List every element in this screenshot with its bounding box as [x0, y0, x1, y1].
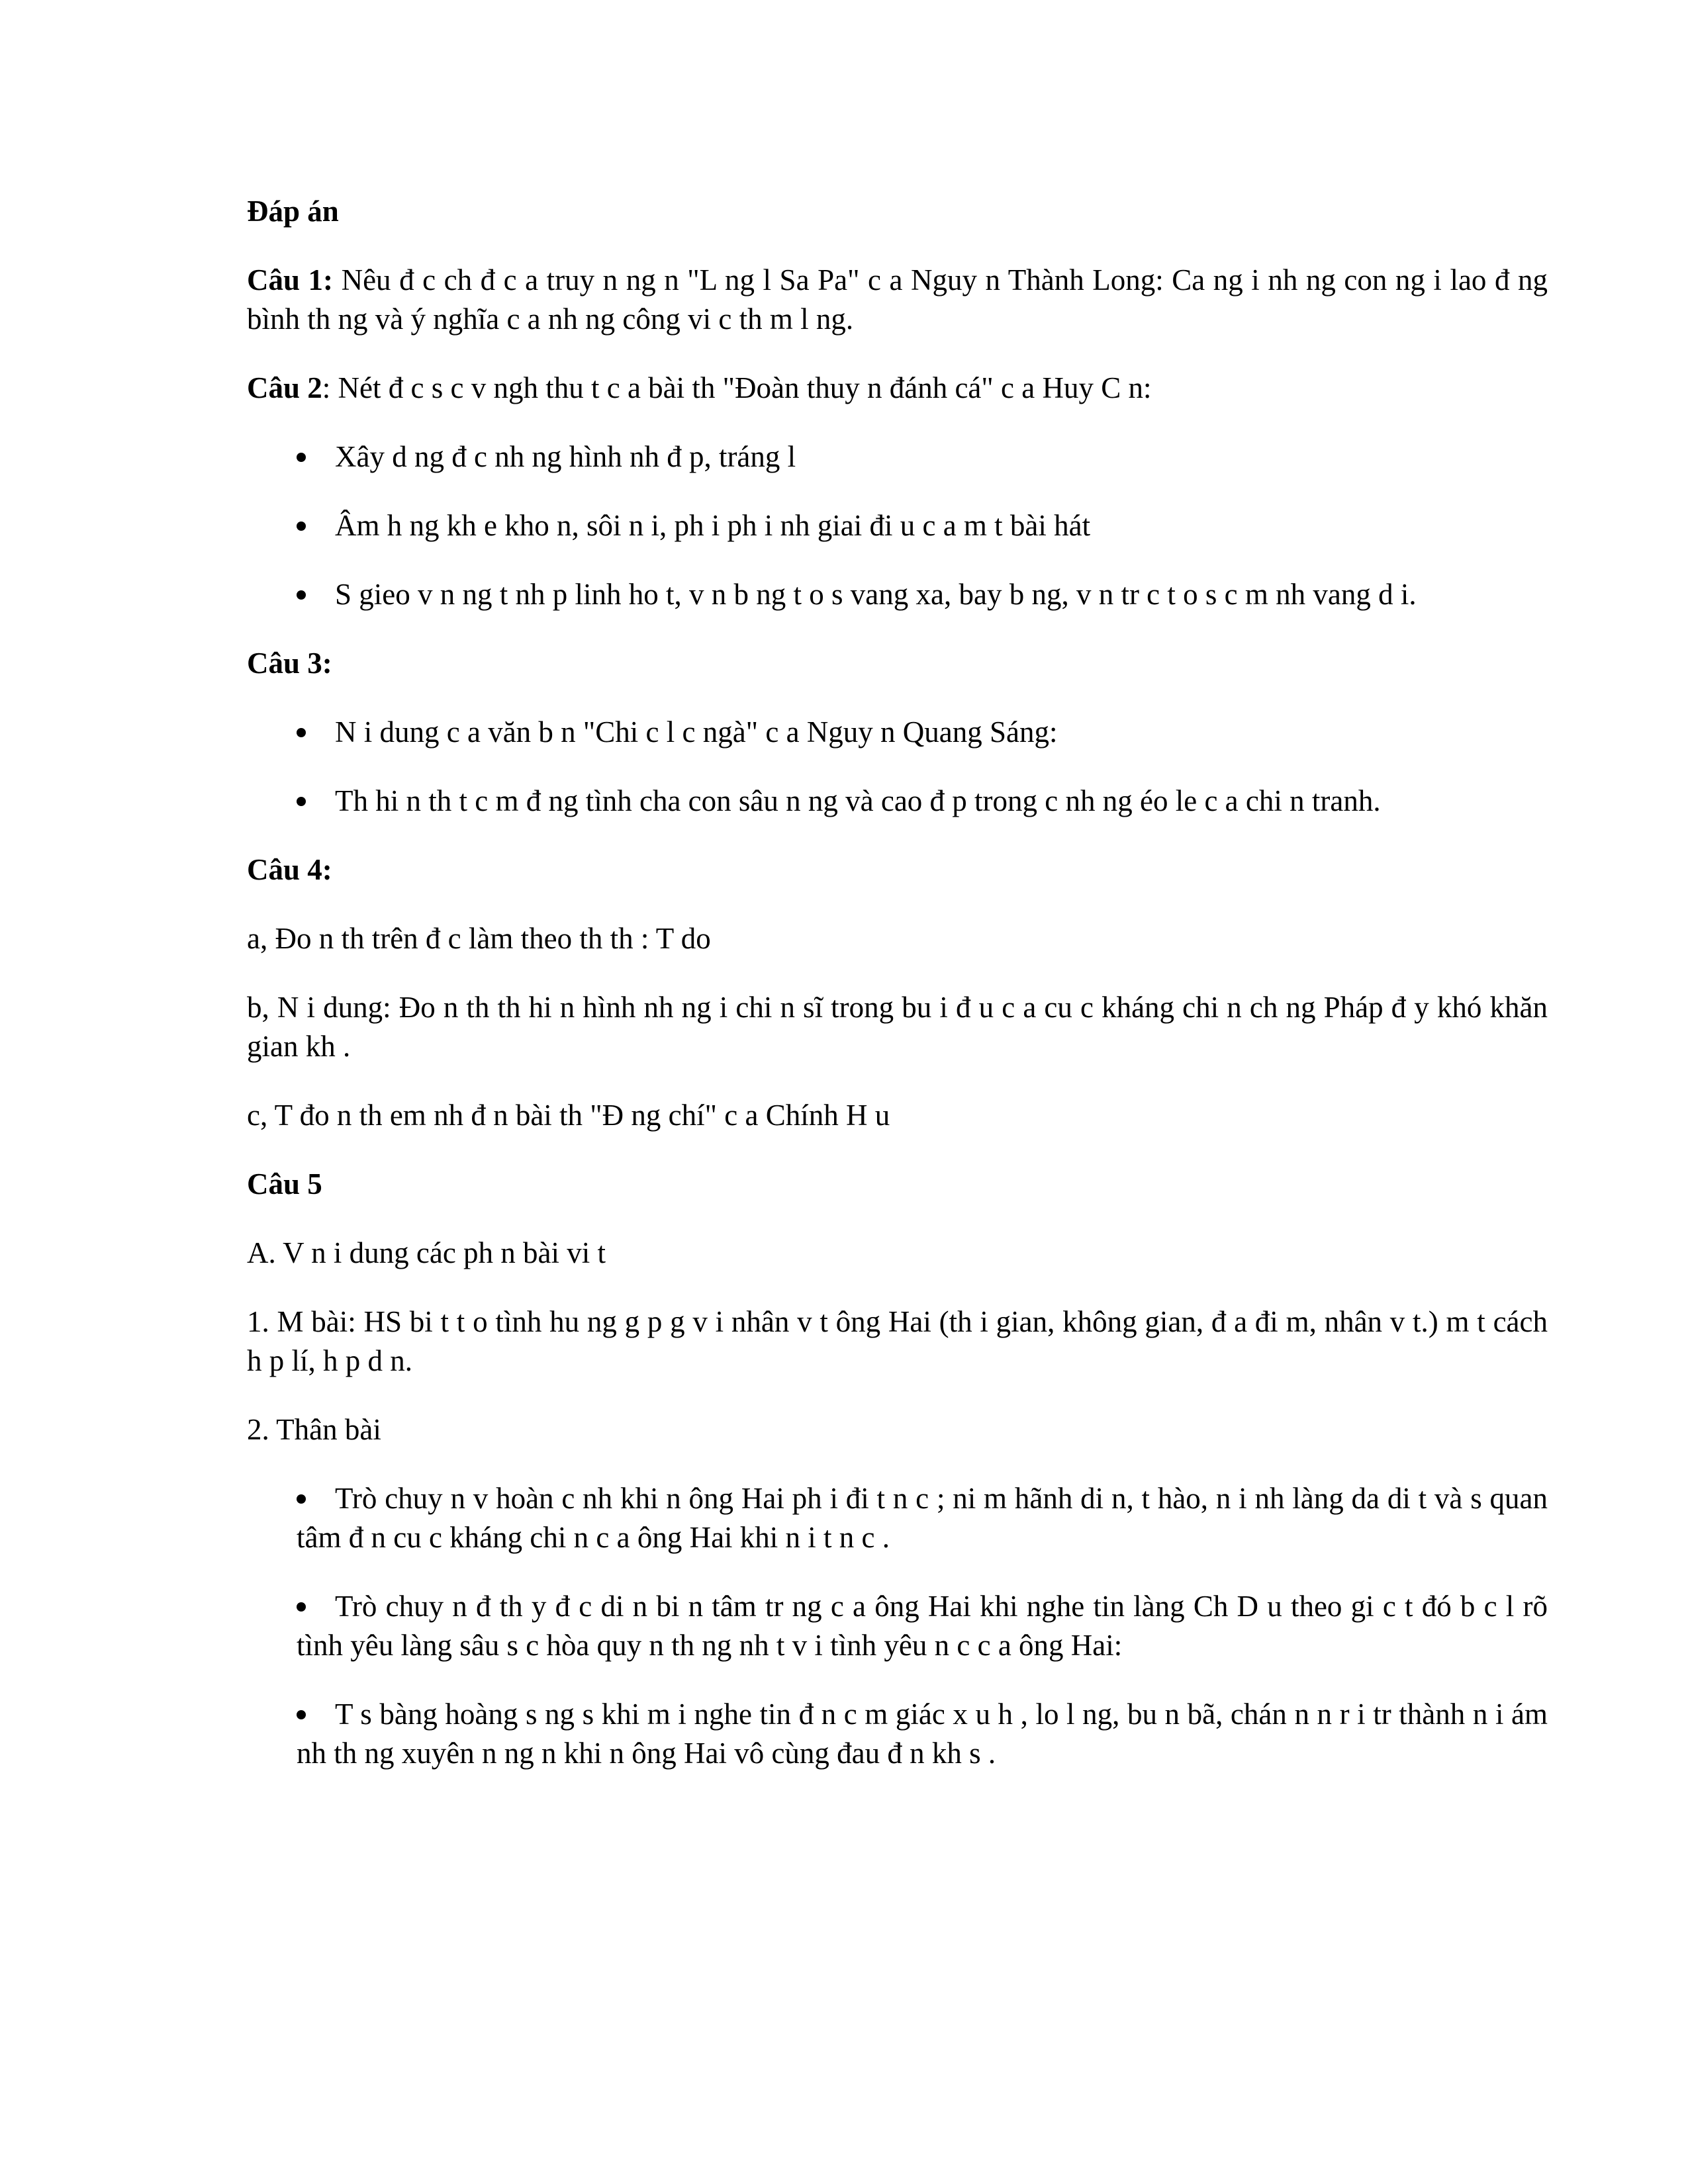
question-4-part-c: c, T đo n th em nh đ n bài th "Đ ng chí" c a Chính H u — [247, 1099, 890, 1132]
question-4-part-a: a, Đo n th trên đ c làm theo th th : T do — [247, 922, 711, 955]
bullet-dot-icon — [297, 1602, 306, 1612]
question-3-bullet: N i dung c a văn b n "Chi c l c ngà" c a Nguy n Quang Sáng: — [247, 713, 1548, 752]
bullet-dot-icon — [297, 797, 306, 806]
question-5-section-a: A. V n i dung các ph n bài vi t — [247, 1236, 606, 1269]
bullet-dot-icon — [297, 522, 306, 531]
bullet-dot-icon — [297, 728, 306, 737]
bullet-dot-icon — [297, 1494, 306, 1504]
document-page — [247, 192, 1548, 1803]
bullet-dot-icon — [297, 590, 306, 600]
bullet-dot-icon — [297, 1710, 306, 1719]
question-4-label: Câu 4: — [247, 853, 332, 886]
question-5-item-2: 2. Thân bài — [247, 1413, 381, 1446]
question-5-bullet: Trò chuy n đ th y đ c di n bi n tâm tr ng c a ông Hai khi nghe tin làng Ch D u theo gi c t đó b c l rõ tình yêu làng sâu s c hòa quy n th ng nh t v i tình yêu n c c a ông Hai: — [297, 1590, 1548, 1662]
question-5-label: Câu 5 — [247, 1167, 322, 1201]
question-2-bullet: S gieo v n ng t nh p linh ho t, v n b ng t o s vang xa, bay b ng, v n tr c t o s c m nh vang d i. — [297, 575, 1548, 614]
question-1-text: Nêu đ c ch đ c a truy n ng n "L ng l Sa Pa" c a Nguy n Thành Long: Ca ng i nh ng con ng i lao đ ng bình th ng và ý nghĩa c a nh ng công vi c th m l ng. — [247, 263, 1548, 336]
question-2-bullet: Xây d ng đ c nh ng hình nh đ p, tráng l — [247, 437, 1548, 477]
question-5-bullet: Trò chuy n v hoàn c nh khi n ông Hai ph i đi t n c ; ni m hãnh di n, t hào, n i nh làng da di t và s quan tâm đ n cu c kháng chi n c a ông Hai khi n i t n c . — [297, 1482, 1548, 1554]
question-2-label: Câu 2 — [247, 371, 322, 404]
bullet-dot-icon — [297, 453, 306, 462]
question-5-item-1: 1. M bài: HS bi t t o tình hu ng g p g v i nhân v t ông Hai (th i gian, không gian, đ a đi m, nhân v t.) m t cách h p lí, h p d n. — [247, 1305, 1548, 1377]
question-1-label: Câu 1: — [247, 263, 334, 296]
question-4-part-b: b, N i dung: Đo n th th hi n hình nh ng i chi n sĩ trong bu i đ u c a cu c kháng chi n ch ng Pháp đ y khó khăn gian kh . — [247, 991, 1548, 1063]
question-1 — [247, 261, 1548, 339]
question-5-bullet: T s bàng hoàng s ng s khi m i nghe tin đ n c m giác x u h , lo l ng, bu n bã, chán n n r i tr thành n i ám nh th ng xuyên n ng n khi n ông Hai vô cùng đau đ n kh s . — [297, 1698, 1548, 1770]
question-2-bullet: Âm h ng kh e kho n, sôi n i, ph i ph i nh giai đi u c a m t bài hát — [247, 506, 1548, 545]
question-2-text: : Nét đ c s c v ngh thu t c a bài th "Đoàn thuy n đánh cá" c a Huy C n: — [322, 371, 1152, 404]
answer-title: Đáp án — [247, 195, 339, 228]
question-2 — [247, 369, 1548, 408]
question-3-bullet: Th hi n th t c m đ ng tình cha con sâu n ng và cao đ p trong c nh ng éo le c a chi n tranh. — [297, 782, 1548, 821]
question-3-label: Câu 3: — [247, 647, 332, 680]
